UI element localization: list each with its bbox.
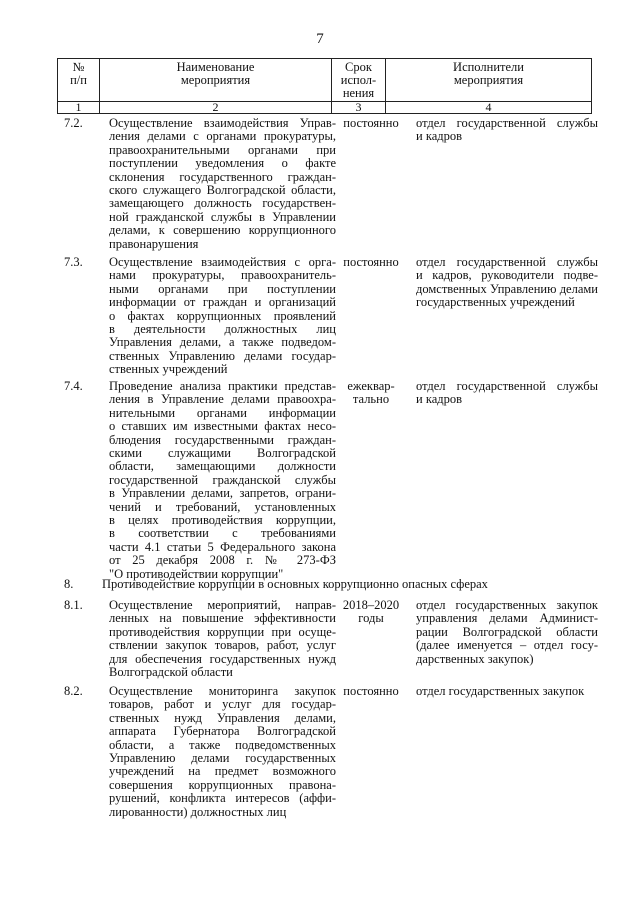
text-line: государственной гражданской службы <box>109 472 336 487</box>
header-text: мероприятия <box>453 73 524 87</box>
text-line: ствлении закупок товаров, работ, услуг <box>109 638 336 653</box>
text-line: в целях противодействия коррупции, <box>109 513 336 528</box>
column-number: 2 <box>100 102 332 114</box>
row-number: 7.4. <box>64 379 83 393</box>
text-line: делами, к совершению коррупционного <box>109 223 336 238</box>
text-line: в Управлении делами, запретов, ограни- <box>109 486 336 501</box>
text-line: Волгоградской области <box>109 665 233 680</box>
row-number: 8.2. <box>64 684 83 698</box>
column-number-row <box>58 102 592 114</box>
text-line: государственных учреждений <box>416 295 575 310</box>
header-name <box>100 59 332 102</box>
text-line: части 4.1 статьи 5 Федерального закона <box>109 539 336 554</box>
text-line: и кадров <box>416 392 463 407</box>
text-line: ственных нужд Управления делами, <box>109 710 336 725</box>
header-text: испол- <box>340 73 377 87</box>
text-line: области, замещающими должности <box>109 459 336 474</box>
text-line: совершения коррупционных правона- <box>109 777 336 792</box>
text-line: для обеспечения государственных нужд <box>109 651 336 666</box>
row-term <box>341 380 401 407</box>
text-line: о ставших им известными фактах несо- <box>109 419 336 434</box>
text-line: ления в Управление делами правоохра- <box>109 392 336 407</box>
text-line: и кадров <box>416 129 463 144</box>
text-line: Осуществление мониторинга закупок <box>109 684 336 698</box>
row-number: 7.2. <box>64 116 83 130</box>
header-number <box>58 59 100 102</box>
row-executors <box>416 256 598 310</box>
header-text: Исполнители <box>453 60 524 74</box>
row-number: 8.1. <box>64 598 83 612</box>
text-line: постоянно <box>343 255 399 269</box>
header-row <box>58 59 592 102</box>
text-line: замещающего должность государствен- <box>109 196 336 211</box>
text-line: товаров, работ и услуг для государ- <box>109 697 336 712</box>
header-text: нения <box>342 86 375 100</box>
header-text: № <box>72 60 85 74</box>
text-line: лированности) должностных лиц <box>109 804 287 819</box>
page-number: 7 <box>316 31 324 47</box>
text-line: "О противодействии коррупции" <box>109 566 284 581</box>
text-line: Управлению делами государственных <box>109 751 336 766</box>
text-line: отдел государственной службы <box>416 116 598 130</box>
text-line: Осуществление мероприятий, направ- <box>109 598 336 612</box>
row-name <box>109 380 336 581</box>
text-line: о фактах коррупционных проявлений <box>109 308 336 323</box>
row-number: 7.3. <box>64 255 83 269</box>
text-line: ления делами с органами прокуратуры, <box>109 129 336 144</box>
text-line: ными органами при поступлении <box>109 281 336 296</box>
column-number: 3 <box>332 102 386 114</box>
text-line: домственных Управлению делами <box>416 281 598 296</box>
row-executors <box>416 599 598 666</box>
table-header <box>57 58 592 114</box>
text-line: склонения государственного граждан- <box>109 169 336 184</box>
text-line: учреждений на предмет возможного <box>109 764 336 779</box>
text-line: постоянно <box>343 684 399 698</box>
header-executors <box>386 59 592 102</box>
text-line: чений и требований, установленных <box>109 499 336 514</box>
row-term <box>341 599 401 626</box>
row-name <box>109 599 336 679</box>
text-line: скими служащими Волгоградской <box>109 446 336 461</box>
text-line: (далее именуется – отдел госу- <box>416 638 598 653</box>
row-name <box>109 117 336 251</box>
text-line: годы <box>358 611 384 626</box>
text-line: отдел государственных закупок <box>416 598 598 612</box>
text-line: от 25 декабря 2008 г. № 273-ФЗ <box>109 553 336 568</box>
text-line: информации от граждан и организаций <box>109 295 336 310</box>
header-text: мероприятия <box>180 73 251 87</box>
text-line: ского служащего Волгоградской области, <box>109 183 336 198</box>
text-line: блюдения государственными граждан- <box>109 432 336 447</box>
text-line: тально <box>352 392 390 407</box>
row-name <box>109 256 336 377</box>
text-line: в деятельности должностных лиц <box>109 322 336 337</box>
column-number: 1 <box>58 102 100 114</box>
text-line: отдел государственной службы <box>416 379 598 393</box>
section-title: Противодействие коррупции в основных коррупционно опасных сферах <box>102 577 488 591</box>
text-line: аппарата Губернатора Волгоградской <box>109 724 336 739</box>
text-line: ежеквар- <box>347 379 395 393</box>
text-line: нительными органами информации <box>109 405 336 420</box>
row-executors <box>416 380 598 407</box>
text-line: рации Волгоградской области <box>416 624 598 639</box>
text-line: управления делами Админист- <box>416 611 598 626</box>
text-line: и кадров, руководители подве- <box>416 268 598 283</box>
text-line: Осуществление взаимодействия с орга- <box>109 255 336 269</box>
text-line: правоохранительными органами при <box>109 142 336 157</box>
text-line: правонарушения <box>109 236 199 251</box>
text-line: ленных на повышение эффективности <box>109 611 336 626</box>
text-line: Проведение анализа практики представ- <box>109 379 336 393</box>
section-number: 8. <box>64 577 74 591</box>
text-line: ственных учреждений <box>109 362 228 377</box>
text-line: поступлении уведомления о факте <box>109 156 336 171</box>
row-term <box>341 256 401 269</box>
text-line: нами прокуратуры, правоохранитель- <box>109 268 336 283</box>
text-line: постоянно <box>343 116 399 130</box>
text-line: дарственных закупок) <box>416 651 534 666</box>
text-line: отдел государственных закупок <box>416 684 585 698</box>
text-line: ной гражданской службы в Управлении <box>109 209 336 224</box>
text-line: Осуществление взаимодействия Управ- <box>109 116 336 130</box>
text-line: ственных Управлению делами государ- <box>109 348 336 363</box>
header-text: Срок <box>345 60 372 74</box>
text-line: 2018–2020 <box>342 598 400 612</box>
row-executors <box>416 117 598 144</box>
row-name <box>109 685 336 819</box>
row-term <box>341 685 401 698</box>
text-line: в соответствии с требованиями <box>109 526 336 541</box>
header-term <box>332 59 386 102</box>
header-text: Наименование <box>176 60 255 74</box>
header-text: п/п <box>70 73 87 87</box>
text-line: рушений, конфликта интересов (аффи- <box>109 791 336 806</box>
text-line: Управления делами, а также подведом- <box>109 335 336 350</box>
column-number: 4 <box>386 102 592 114</box>
text-line: отдел государственной службы <box>416 255 598 269</box>
row-executors <box>416 685 598 698</box>
row-term <box>341 117 401 130</box>
text-line: противодействия коррупции при осуще- <box>109 624 336 639</box>
text-line: области, а также подведомственных <box>109 737 336 752</box>
